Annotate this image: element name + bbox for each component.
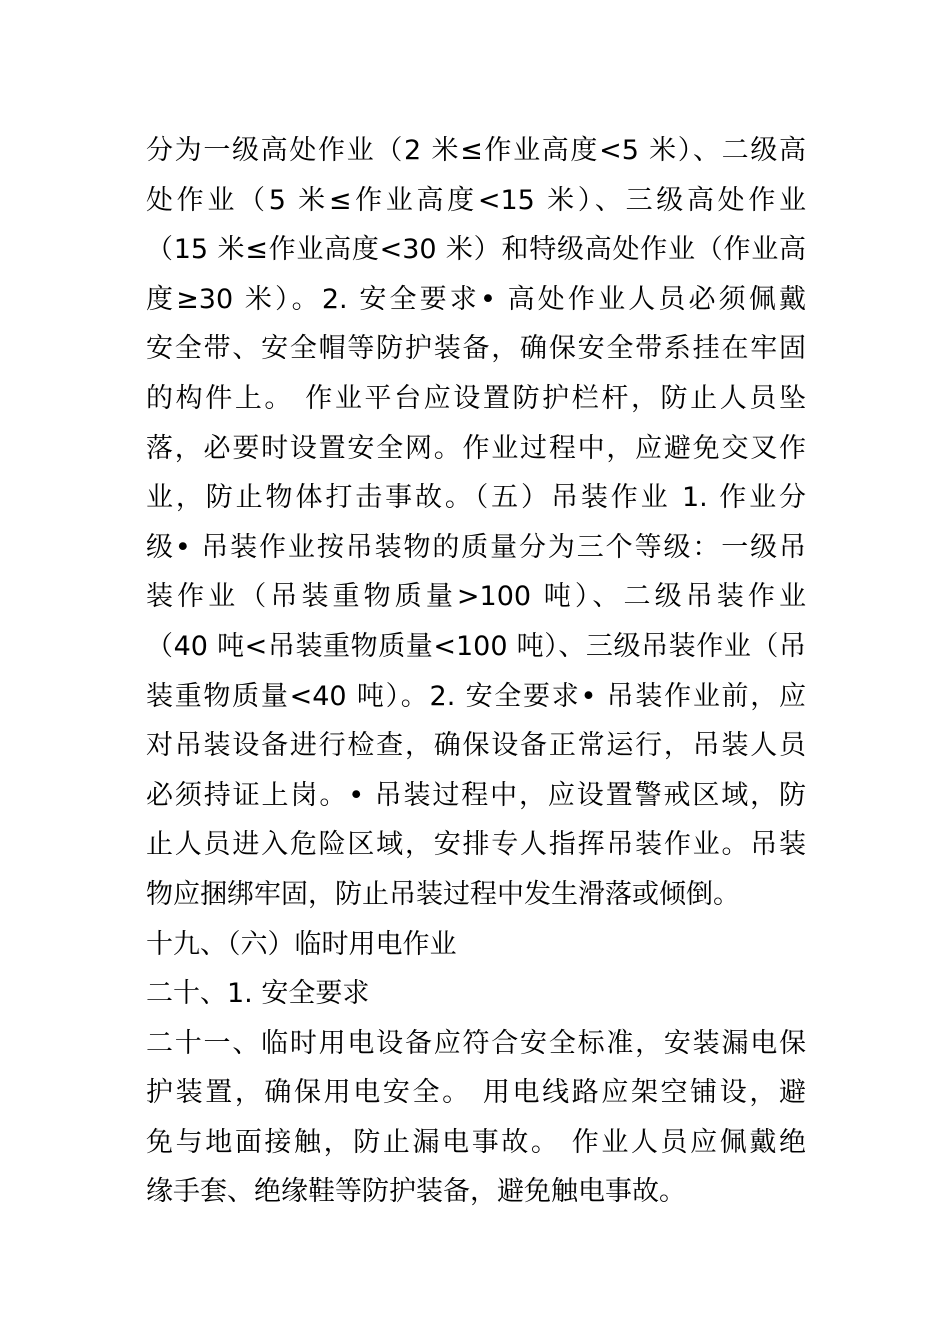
text-line: 缘手套、绝缘鞋等防护装备，避免触电事故。 xyxy=(146,1176,686,1208)
text-line: 护装置，确保用电安全。 用电线路应架空铺设，避 xyxy=(146,1077,806,1109)
text-line: 安全带、安全帽等防护装备，确保安全带系挂在牢固 xyxy=(146,333,806,365)
text-line: 对吊装设备进行检查，确保设备正常运行，吊装人员 xyxy=(146,730,806,762)
text-line: 落，必要时设置安全网。作业过程中，应避免交叉作 xyxy=(146,432,806,464)
text-line: 度≥30 米）。2. 安全要求• 高处作业人员必须佩戴 xyxy=(146,283,806,315)
text-line: （40 吨<吊装重物质量<100 吨）、三级吊装作业（吊 xyxy=(146,630,806,662)
text-line: 止人员进入危险区域，安排专人指挥吊装作业。吊装 xyxy=(146,829,806,861)
text-line: 物应捆绑牢固，防止吊装过程中发生滑落或倾倒。 xyxy=(146,878,740,910)
text-line: 二十一、临时用电设备应符合安全标准，安装漏电保 xyxy=(146,1027,806,1059)
text-line: 装作业（吊装重物质量>100 吨）、二级吊装作业 xyxy=(146,581,806,613)
text-line: 的构件上。 作业平台应设置防护栏杆，防止人员坠 xyxy=(146,382,806,414)
text-line: 装重物质量<40 吨）。2. 安全要求• 吊装作业前，应 xyxy=(146,680,806,712)
body-text xyxy=(146,126,806,1217)
text-line: 业，防止物体打击事故。（五）吊装作业 1. 作业分 xyxy=(146,482,806,514)
text-line: 处作业（5 米≤作业高度<15 米）、三级高处作业 xyxy=(146,184,806,216)
text-line: 级• 吊装作业按吊装物的质量分为三个等级：一级吊 xyxy=(146,531,806,563)
section-heading: 二十、1. 安全要求 xyxy=(146,978,370,1010)
text-line: （15 米≤作业高度<30 米）和特级高处作业（作业高 xyxy=(146,234,806,266)
text-line: 必须持证上岗。• 吊装过程中，应设置警戒区域，防 xyxy=(146,779,806,811)
text-line: 免与地面接触，防止漏电事故。 作业人员应佩戴绝 xyxy=(146,1126,806,1158)
text-line: 分为一级高处作业（2 米≤作业高度<5 米）、二级高 xyxy=(146,135,806,166)
section-heading: 十九、（六）临时用电作业 xyxy=(146,928,457,960)
